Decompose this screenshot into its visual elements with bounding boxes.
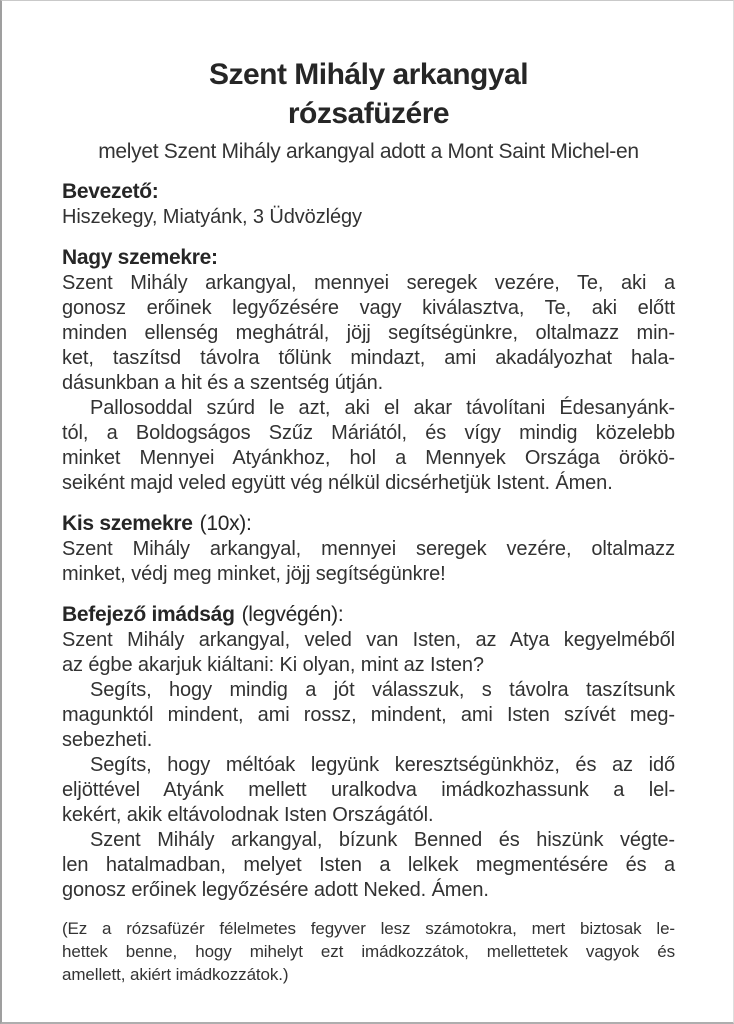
- paragraph: [62, 537, 675, 587]
- section-nagy-szemekre: [62, 245, 675, 496]
- heading-text: Kis szemekre: [62, 512, 193, 535]
- text-line: Szent Mihály arkangyal, bízunk Benned és hiszünk végte-: [90, 829, 675, 851]
- text-line: ket, taszítsd távolra tőlünk mindazt, ami akadályozhat hala-: [62, 347, 675, 369]
- text-line: Szent Mihály arkangyal, mennyei seregek vezére, Te, aki a: [62, 272, 675, 294]
- paragraph: [62, 678, 675, 753]
- text-line: gonosz erőinek legyőzésére adott Neked. Ámen.: [62, 879, 489, 901]
- text-line: dásunkban a hit és a szentség útján.: [62, 372, 384, 394]
- text-line: Hiszekegy, Miatyánk, 3 Üdvözlégy: [62, 206, 362, 228]
- section-befejezo-imadsag: [62, 602, 675, 903]
- section-heading: [62, 179, 675, 205]
- heading-text: Befejező imádság: [62, 603, 235, 626]
- text-line: Pallosoddal szúrd le azt, aki el akar távolítani Édesanyánk-: [90, 397, 675, 419]
- document-title: [62, 55, 675, 133]
- text-line: amellett, akiért imádkozzátok.): [62, 965, 289, 984]
- text-line: minket, védj meg minket, jöjj segítségünkre!: [62, 563, 446, 585]
- text-line: kekért, akik eltávolodnak Isten Országától.: [62, 804, 434, 826]
- paragraph: [62, 753, 675, 828]
- heading-text: Nagy szemekre:: [62, 246, 218, 269]
- text-line: az égbe akarjuk kiáltani: Ki olyan, mint az Isten?: [62, 654, 484, 676]
- paragraph: [62, 271, 675, 396]
- text-line: minden ellenség meghátrál, jöjj segítségünkre, oltalmazz min-: [62, 322, 675, 344]
- text-line: magunktól mindent, ami rossz, mindent, ami Isten szívét meg-: [62, 704, 675, 726]
- heading-note: (legvégén):: [241, 603, 344, 626]
- section-kis-szemekre: [62, 511, 675, 587]
- document-subtitle: melyet Szent Mihály arkangyal adott a Mont Saint Michel-en: [98, 140, 639, 163]
- text-line: Szent Mihály arkangyal, mennyei seregek vezére, oltalmazz: [62, 538, 675, 560]
- text-line: (Ez a rózsafüzér félelmetes fegyver lesz számotokra, mert biztosak le-: [62, 919, 675, 938]
- paragraph: [62, 628, 675, 678]
- text-line: gonosz erőinek legyőzésére vagy kiválasztva, Te, aki előtt: [62, 297, 675, 319]
- text-line: hettek benne, hogy mihelyt ezt imádkozzátok, mellettetek vagyok és: [62, 942, 675, 961]
- paragraph: [62, 396, 675, 496]
- paragraph: [62, 828, 675, 903]
- title-line-1: Szent Mihály arkangyal: [208, 58, 529, 91]
- text-line: tól, a Boldogságos Szűz Máriától, és vígy mindig közelebb: [62, 422, 675, 444]
- text-line: seiként majd veled együtt vég nélkül dicsérhetjük Istent. Ámen.: [62, 472, 613, 494]
- heading-note: (10x):: [199, 512, 252, 535]
- title-line-2: rózsafüzére: [287, 97, 450, 130]
- text-line: eljöttével Atyánk mellett uralkodva imádkozhassunk a lel-: [62, 779, 675, 801]
- text-line: Segíts, hogy mindig a jót válasszuk, s távolra taszítsunk: [90, 679, 675, 701]
- text-line: len hatalmadban, melyet Isten a lelkek megmentésére és a: [62, 854, 675, 876]
- section-heading: [62, 602, 675, 628]
- document-content: [2, 1, 733, 986]
- text-line: sebezheti.: [62, 729, 153, 751]
- heading-text: Bevezető:: [62, 180, 159, 203]
- section-bevezeto: [62, 179, 675, 230]
- paragraph: [62, 205, 675, 230]
- text-line: Szent Mihály arkangyal, veled van Isten, az Atya kegyelméből: [62, 629, 675, 651]
- text-line: minket Mennyei Atyánkhoz, hol a Mennyek Országa örökö-: [62, 447, 675, 469]
- text-line: Segíts, hogy méltóak legyünk keresztségünkhöz, és az idő: [90, 754, 675, 776]
- footnote: [62, 917, 675, 986]
- section-heading: [62, 245, 675, 271]
- section-heading: [62, 511, 675, 537]
